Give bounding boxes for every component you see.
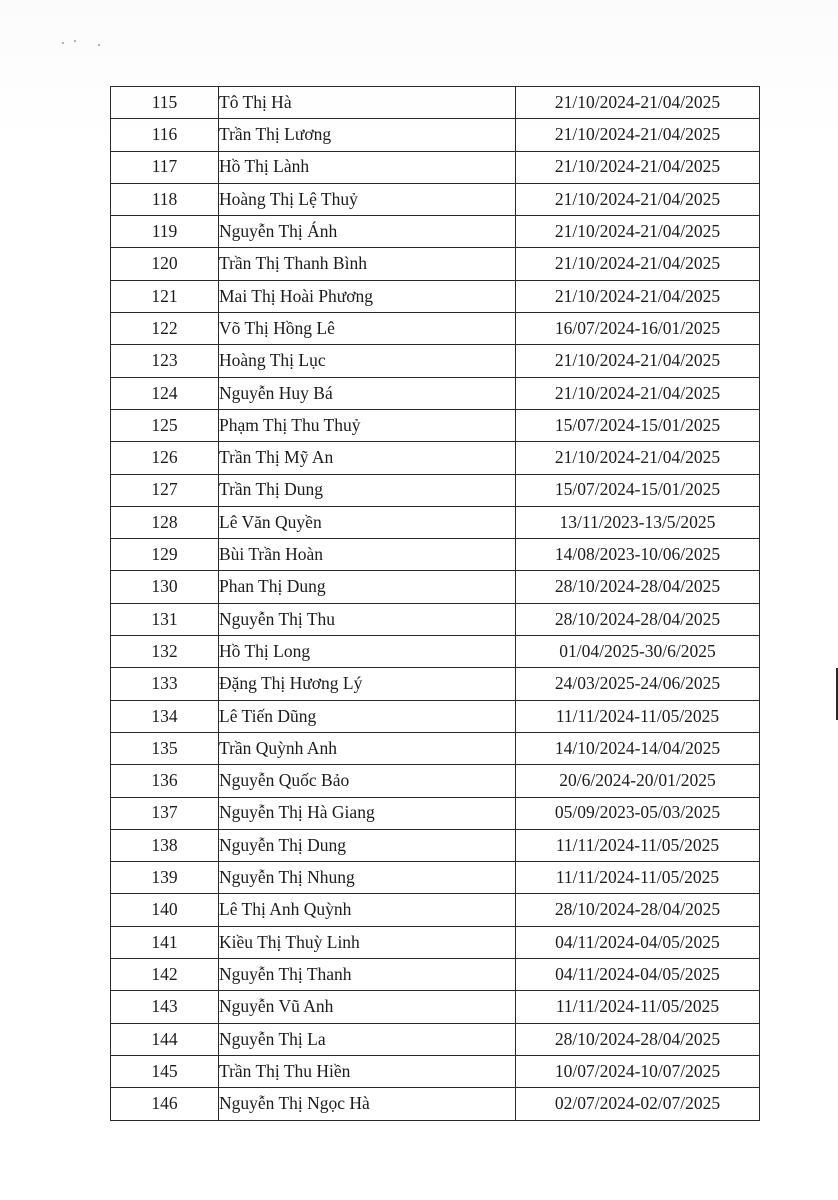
person-name-cell: Nguyễn Thị Thanh [219, 959, 516, 991]
table-row [111, 119, 760, 151]
table-row [111, 862, 760, 894]
table-row [111, 539, 760, 571]
row-number-cell: 140 [111, 894, 219, 926]
person-name-cell: Trần Thị Thu Hiền [219, 1055, 516, 1087]
row-number-cell: 118 [111, 183, 219, 215]
date-range-cell: 02/07/2024-02/07/2025 [516, 1088, 760, 1120]
date-range-cell: 24/03/2025-24/06/2025 [516, 668, 760, 700]
date-range-cell: 21/10/2024-21/04/2025 [516, 280, 760, 312]
table-row [111, 700, 760, 732]
row-number-cell: 120 [111, 248, 219, 280]
person-name-cell: Nguyễn Quốc Bảo [219, 765, 516, 797]
row-number-cell: 117 [111, 151, 219, 183]
table-row [111, 926, 760, 958]
row-number-cell: 138 [111, 829, 219, 861]
row-number-cell: 121 [111, 280, 219, 312]
table-row [111, 668, 760, 700]
date-range-cell: 21/10/2024-21/04/2025 [516, 377, 760, 409]
date-range-cell: 04/11/2024-04/05/2025 [516, 959, 760, 991]
person-name-cell: Trần Thị Dung [219, 474, 516, 506]
table-row [111, 442, 760, 474]
person-name-cell: Bùi Trần Hoàn [219, 539, 516, 571]
person-name-cell: Lê Thị Anh Quỳnh [219, 894, 516, 926]
row-number-cell: 145 [111, 1055, 219, 1087]
table-row [111, 151, 760, 183]
row-number-cell: 131 [111, 603, 219, 635]
row-number-cell: 127 [111, 474, 219, 506]
person-name-cell: Nguyễn Thị Thu [219, 603, 516, 635]
table-row [111, 636, 760, 668]
person-name-cell: Võ Thị Hồng Lê [219, 313, 516, 345]
date-range-cell: 21/10/2024-21/04/2025 [516, 345, 760, 377]
date-range-cell: 10/07/2024-10/07/2025 [516, 1055, 760, 1087]
date-range-cell: 21/10/2024-21/04/2025 [516, 442, 760, 474]
date-range-cell: 11/11/2024-11/05/2025 [516, 700, 760, 732]
date-range-cell: 14/10/2024-14/04/2025 [516, 732, 760, 764]
roster-table [110, 86, 760, 1121]
person-name-cell: Hoàng Thị Lục [219, 345, 516, 377]
date-range-cell: 05/09/2023-05/03/2025 [516, 797, 760, 829]
date-range-cell: 21/10/2024-21/04/2025 [516, 183, 760, 215]
table-row [111, 216, 760, 248]
table-row [111, 1055, 760, 1087]
table-row [111, 829, 760, 861]
date-range-cell: 15/07/2024-15/01/2025 [516, 474, 760, 506]
row-number-cell: 130 [111, 571, 219, 603]
scan-speck-marks [62, 38, 102, 48]
date-range-cell: 11/11/2024-11/05/2025 [516, 991, 760, 1023]
row-number-cell: 129 [111, 539, 219, 571]
table-row [111, 1088, 760, 1120]
row-number-cell: 133 [111, 668, 219, 700]
date-range-cell: 01/04/2025-30/6/2025 [516, 636, 760, 668]
date-range-cell: 21/10/2024-21/04/2025 [516, 216, 760, 248]
person-name-cell: Nguyễn Thị Hà Giang [219, 797, 516, 829]
row-number-cell: 116 [111, 119, 219, 151]
table-row [111, 474, 760, 506]
table-row [111, 732, 760, 764]
date-range-cell: 21/10/2024-21/04/2025 [516, 248, 760, 280]
table-row [111, 313, 760, 345]
row-number-cell: 141 [111, 926, 219, 958]
table-row [111, 377, 760, 409]
date-range-cell: 16/07/2024-16/01/2025 [516, 313, 760, 345]
row-number-cell: 125 [111, 409, 219, 441]
row-number-cell: 135 [111, 732, 219, 764]
table-row [111, 248, 760, 280]
person-name-cell: Trần Thị Thanh Bình [219, 248, 516, 280]
row-number-cell: 132 [111, 636, 219, 668]
date-range-cell: 11/11/2024-11/05/2025 [516, 829, 760, 861]
date-range-cell: 15/07/2024-15/01/2025 [516, 409, 760, 441]
person-name-cell: Hồ Thị Long [219, 636, 516, 668]
person-name-cell: Nguyễn Thị La [219, 1023, 516, 1055]
person-name-cell: Mai Thị Hoài Phương [219, 280, 516, 312]
person-name-cell: Phan Thị Dung [219, 571, 516, 603]
person-name-cell: Nguyễn Thị Nhung [219, 862, 516, 894]
person-name-cell: Phạm Thị Thu Thuỷ [219, 409, 516, 441]
table-row [111, 506, 760, 538]
person-name-cell: Nguyễn Thị Ánh [219, 216, 516, 248]
person-name-cell: Nguyễn Thị Ngọc Hà [219, 1088, 516, 1120]
row-number-cell: 128 [111, 506, 219, 538]
row-number-cell: 136 [111, 765, 219, 797]
date-range-cell: 21/10/2024-21/04/2025 [516, 119, 760, 151]
person-name-cell: Trần Quỳnh Anh [219, 732, 516, 764]
table-row [111, 1023, 760, 1055]
table-row [111, 571, 760, 603]
row-number-cell: 137 [111, 797, 219, 829]
person-name-cell: Nguyễn Thị Dung [219, 829, 516, 861]
table-row [111, 409, 760, 441]
person-name-cell: Nguyễn Huy Bá [219, 377, 516, 409]
row-number-cell: 115 [111, 87, 219, 119]
person-name-cell: Kiều Thị Thuỳ Linh [219, 926, 516, 958]
row-number-cell: 122 [111, 313, 219, 345]
row-number-cell: 139 [111, 862, 219, 894]
person-name-cell: Tô Thị Hà [219, 87, 516, 119]
date-range-cell: 28/10/2024-28/04/2025 [516, 894, 760, 926]
row-number-cell: 123 [111, 345, 219, 377]
date-range-cell: 04/11/2024-04/05/2025 [516, 926, 760, 958]
person-name-cell: Trần Thị Lương [219, 119, 516, 151]
date-range-cell: 28/10/2024-28/04/2025 [516, 571, 760, 603]
person-name-cell: Lê Văn Quyền [219, 506, 516, 538]
table-row [111, 87, 760, 119]
table-row [111, 345, 760, 377]
person-name-cell: Lê Tiến Dũng [219, 700, 516, 732]
person-name-cell: Nguyễn Vũ Anh [219, 991, 516, 1023]
row-number-cell: 126 [111, 442, 219, 474]
date-range-cell: 13/11/2023-13/5/2025 [516, 506, 760, 538]
table-row [111, 894, 760, 926]
date-range-cell: 11/11/2024-11/05/2025 [516, 862, 760, 894]
row-number-cell: 143 [111, 991, 219, 1023]
person-name-cell: Đặng Thị Hương Lý [219, 668, 516, 700]
date-range-cell: 14/08/2023-10/06/2025 [516, 539, 760, 571]
row-number-cell: 119 [111, 216, 219, 248]
person-name-cell: Trần Thị Mỹ An [219, 442, 516, 474]
roster-table-body [111, 87, 760, 1121]
date-range-cell: 28/10/2024-28/04/2025 [516, 1023, 760, 1055]
date-range-cell: 21/10/2024-21/04/2025 [516, 87, 760, 119]
row-number-cell: 146 [111, 1088, 219, 1120]
table-row [111, 959, 760, 991]
person-name-cell: Hoàng Thị Lệ Thuỷ [219, 183, 516, 215]
date-range-cell: 21/10/2024-21/04/2025 [516, 151, 760, 183]
table-row [111, 280, 760, 312]
table-row [111, 765, 760, 797]
table-row [111, 603, 760, 635]
row-number-cell: 142 [111, 959, 219, 991]
table-row [111, 991, 760, 1023]
table-row [111, 183, 760, 215]
date-range-cell: 28/10/2024-28/04/2025 [516, 603, 760, 635]
row-number-cell: 144 [111, 1023, 219, 1055]
row-number-cell: 124 [111, 377, 219, 409]
table-row [111, 797, 760, 829]
date-range-cell: 20/6/2024-20/01/2025 [516, 765, 760, 797]
person-name-cell: Hồ Thị Lành [219, 151, 516, 183]
row-number-cell: 134 [111, 700, 219, 732]
